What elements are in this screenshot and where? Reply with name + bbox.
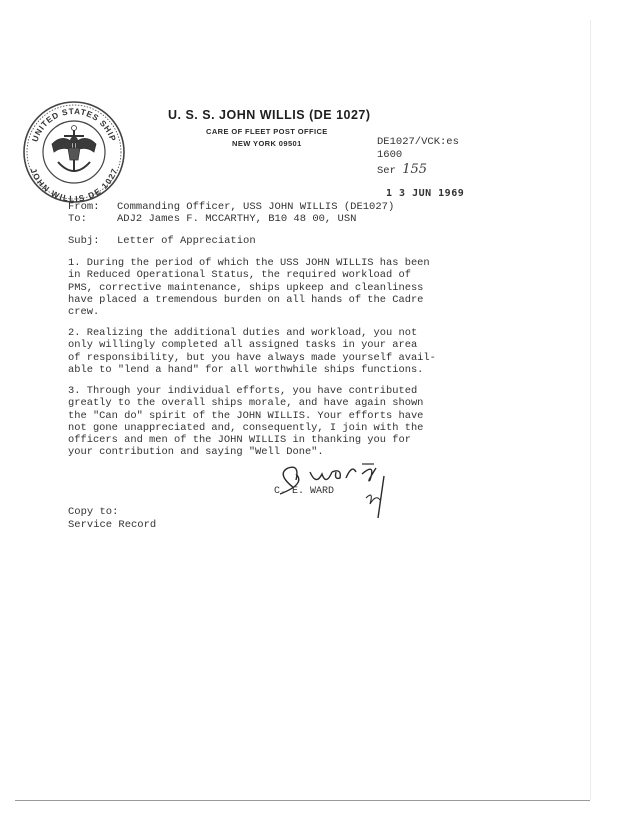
paragraph-1: 1. During the period of which the USS JOHN WILLIS has been in Reduced Operational Status, the required workload of PMS, corrective maintenance, ships upkeep and cleanliness have placed a tremendous burden on all hands of the Cadre crew. [68, 257, 430, 319]
copy-to-value: Service Record [68, 518, 157, 531]
navy-seal-logo [22, 100, 126, 204]
subject-label: Subj: [68, 235, 100, 247]
serial-line [377, 162, 427, 177]
signer-name: C. E. WARD [274, 486, 335, 497]
reference-number: 1600 [377, 149, 403, 161]
seal-text-top: UNITED STATES SHIP [30, 106, 118, 144]
ship-name-heading: U. S. S. JOHN WILLIS (DE 1027) [168, 108, 371, 122]
to-value: ADJ2 James F. MCCARTHY, B10 48 00, USN [117, 213, 357, 225]
bottom-rule [15, 800, 590, 801]
to-line [68, 213, 356, 225]
to-label: To: [68, 213, 87, 225]
letter-date-stamp: 1 3 JUN 1969 [386, 188, 465, 199]
paragraph-2: 2. Realizing the additional duties and workload, you not only willingly completed all assigned tasks in your area of responsibility, but you have always made yourself avail- able to "lend a hand" for all worthwhile ships functions. [68, 327, 436, 376]
subject-value: Letter of Appreciation [117, 235, 256, 247]
page-edge [590, 20, 591, 800]
paragraph-3: 3. Through your individual efforts, you have contributed greatly to the overall ships morale, and have again shown the "Can do" spirit of the JOHN WILLIS. Your efforts have not gone unappreciated and, consequently, I join with the officers and men of the JOHN WILLIS in thanking you for your contribution and saying "Well Done". [68, 385, 424, 459]
subject-line [68, 235, 256, 247]
reference-code: DE1027/VCK:es [377, 136, 459, 148]
address-line-1: CARE OF FLEET POST OFFICE [206, 127, 328, 136]
serial-label: Ser [377, 165, 396, 177]
svg-text:JOHN WILLIS DE 1027 [28, 167, 119, 204]
from-line [68, 201, 394, 213]
from-value: Commanding Officer, USS JOHN WILLIS (DE1027) [117, 201, 395, 213]
from-label: From: [68, 201, 100, 213]
copy-to-label: Copy to: [68, 506, 119, 518]
address-line-2: NEW YORK 09501 [232, 139, 302, 148]
seal-text-bottom: JOHN WILLIS DE 1027 [28, 167, 120, 204]
copy-to-block [68, 506, 156, 531]
serial-number-handwritten: 155 [402, 162, 428, 177]
